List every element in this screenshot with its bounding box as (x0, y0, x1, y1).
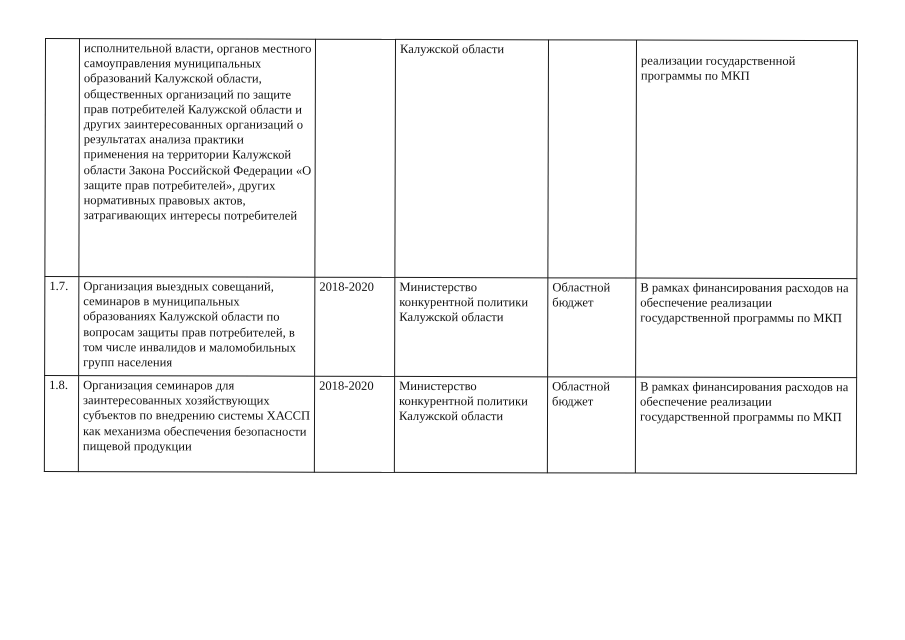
table-row (45, 39, 858, 279)
note-cell: В рамках финансирования расходов на обеспечение реализации государственной программы по МКП (636, 278, 857, 378)
row-number-cell: 1.7. (45, 277, 79, 376)
funding-source-cell: Областной бюджет (547, 377, 635, 473)
measures-table (44, 38, 858, 474)
funding-source-cell: Областной бюджет (548, 278, 636, 377)
note-text: реализации государственной программы по МКП (640, 53, 796, 84)
table-row (45, 277, 857, 378)
row-number-cell: 1.8. (44, 376, 78, 472)
note-cell: В рамках финансирования расходов на обеспечение реализации государственной программы по МКП (635, 377, 856, 474)
row-number-cell (45, 39, 80, 277)
measure-name-cell: Организация выездных совещаний, семинаров в муниципальных образованиях Калужской области по вопросам защиты прав потребителей, в том числе инвалидов и маломобильных групп населения (79, 277, 315, 377)
term-cell (315, 39, 396, 277)
table-row (44, 376, 856, 474)
funding-source-cell (548, 40, 637, 278)
executor-cell: Калужской области (395, 39, 549, 277)
measure-name-cell: Организация семинаров для заинтересованных хозяйствующих субъектов по внедрению системы ХАССП как механизма обеспечения безопасности пищевой продукции (78, 376, 314, 473)
note-cell (636, 40, 858, 279)
executor-cell: Министерство конкурентной политики Калужской области (395, 277, 548, 376)
term-cell: 2018-2020 (315, 277, 395, 376)
measure-name-cell: исполнительной власти, органов местного самоуправления муниципальных образований Калужской области, общественных организаций по защите прав потребителей Калужской области и других заинтересованных организаций о результатах анализа практики применения на территории Калужской области Закона Российской Федерации «О защите прав потребителей», других нормативных правовых актов, затрагивающих интересы потребителей (79, 39, 316, 278)
executor-cell: Министерство конкурентной политики Калужской области (394, 376, 547, 472)
term-cell: 2018-2020 (314, 376, 394, 472)
